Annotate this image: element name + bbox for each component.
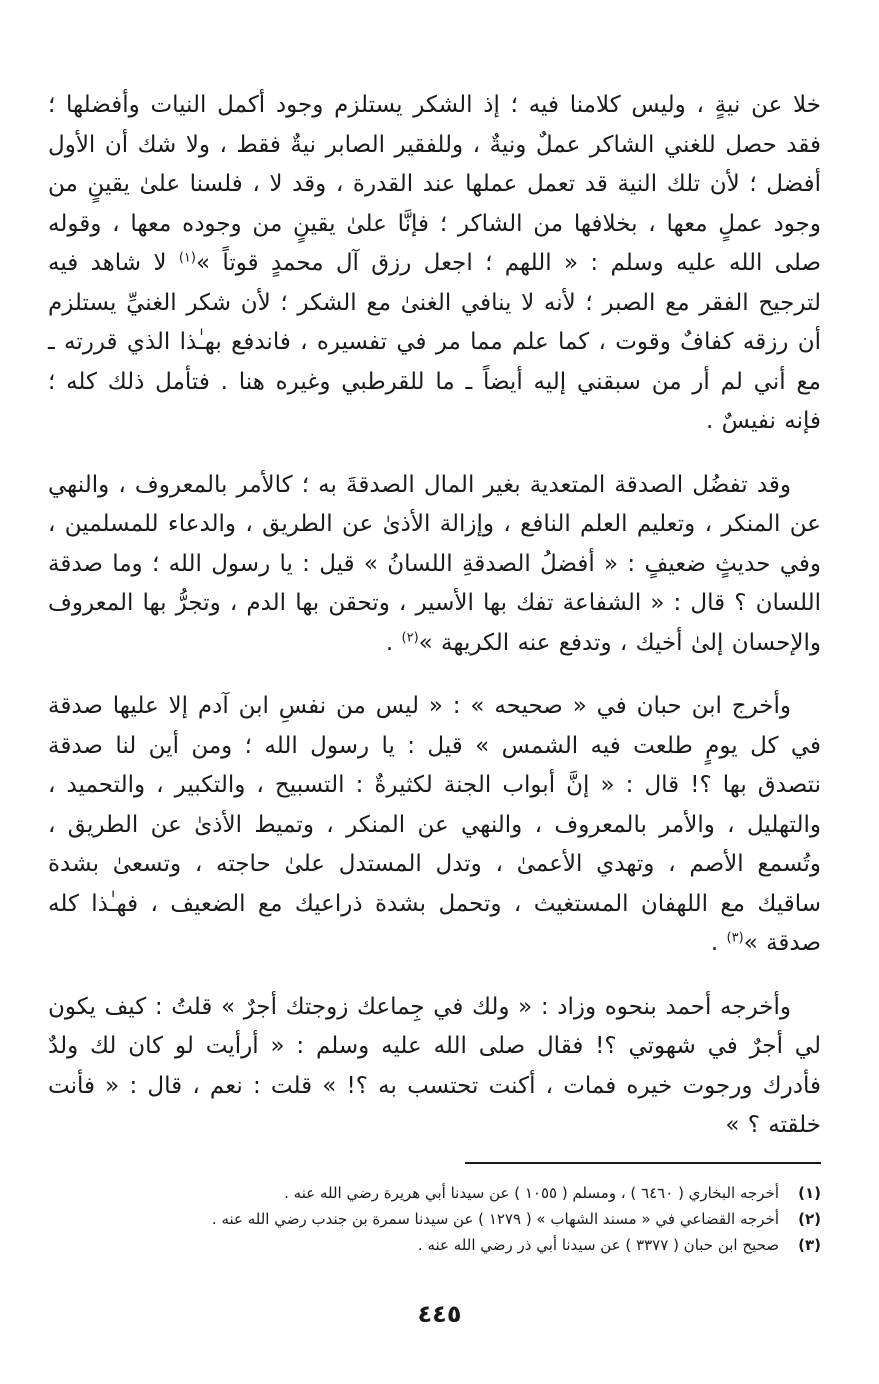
- footnote-2: [48, 1206, 821, 1232]
- footnote-number: (١): [798, 1184, 821, 1202]
- paragraph-text-continued: .: [710, 930, 727, 956]
- paragraph-4: [48, 988, 821, 1146]
- footnote-1: [48, 1180, 821, 1206]
- footnote-marker-3[interactable]: (٣): [726, 930, 744, 946]
- footnote-divider: [465, 1162, 821, 1164]
- footnotes: [48, 1180, 821, 1258]
- footnote-marker-2[interactable]: (٢): [401, 629, 419, 645]
- page-number: ٤٤٥: [417, 1300, 462, 1328]
- paragraph-text: خلا عن نيةٍ ، وليس كلامنا فيه ؛ إذ الشكر يستلزم وجود أكمل النيات وأفضلها ؛ فقد حصل للغني الشاكر عملٌ ونيةٌ ، وللفقير الصابر نيةٌ فقط ، ولا شك أن الأول أفضل ؛ لأن تلك النية قد تعمل عملها عند القدرة ، وقد لا ، فلسنا علىٰ يقينٍ من وجود عملٍ معها ، بخلافها من الشاكر ؛ فإنَّا علىٰ يقينٍ من وجوده معها ، وقوله صلى الله عليه وسلم : « اللهم ؛ اجعل رزق آل محمدٍ قوتاً »: [48, 92, 821, 276]
- footnote-text: أخرجه القضاعي في « مسند الشهاب » ( ١٢٧٩ ) عن سيدنا سمرة بن جندب رضي الله عنه .: [211, 1210, 779, 1228]
- paragraph-text-continued: .: [385, 629, 402, 656]
- paragraph-1: [48, 86, 821, 442]
- paragraph-text-continued: لا شاهد فيه لترجيح الفقر مع الصبر ؛ لأنه لا ينافي الغنىٰ مع الشكر ؛ لأن شكر الغنيِّ يستلزم أن رزقه كفافٌ وقوت ، كما علم مما مر في تفسيره ، فاندفع بهـٰذا الذي قررته ـ مع أني لم أر من سبقني إليه أيضاً ـ ما للقرطبي وغيره هنا . فتأمل ذلك كله ؛ فإنه نفيسٌ .: [48, 250, 821, 434]
- page-body: [48, 86, 821, 1170]
- paragraph-text: وأخرج ابن حبان في « صحيحه » : « ليس من نفسِ ابن آدم إلا عليها صدقة في كل يومٍ طلعت فيه الشمس » قيل : يا رسول الله ؛ ومن أين لنا صدقة نتصدق بها ؟! قال : « إنَّ أبواب الجنة لكثيرةٌ : التسبيح ، والتكبير ، والتحميد ، والتهليل ، والأمر بالمعروف ، والنهي عن المنكر ، وتميط الأذىٰ عن الطريق ، وتُسمع الأصم ، وتهدي الأعمىٰ ، وتدل المستدل علىٰ حاجته ، وتسعىٰ بشدة ساقيك مع اللهفان المستغيث ، وتحمل بشدة ذراعيك مع الضعيف ، فهـٰذا كله صدقة »: [48, 693, 821, 956]
- paragraph-2: [48, 466, 821, 664]
- paragraph-3: [48, 687, 821, 964]
- paragraph-text: وأخرجه أحمد بنحوه وزاد : « ولك في جِماعك زوجتك أجرٌ » قلتُ : كيف يكون لي أجرٌ في شهوتي ؟! فقال صلى الله عليه وسلم : « أرأيت لو كان لك ولدٌ فأدرك ورجوت خيره فمات ، أكنت تحتسب به ؟! » قلت : نعم ، قال : « فأنت خلقته ؟ »: [48, 993, 821, 1138]
- footnote-number: (٣): [798, 1236, 821, 1254]
- footnote-3: [48, 1232, 821, 1258]
- footnote-text: أخرجه البخاري ( ٦٤٦٠ ) ، ومسلم ( ١٠٥٥ ) عن سيدنا أبي هريرة رضي الله عنه .: [284, 1184, 779, 1202]
- footnote-text: صحيح ابن حبان ( ٣٣٧٧ ) عن سيدنا أبي ذر رضي الله عنه .: [417, 1236, 779, 1254]
- footnote-number: (٢): [798, 1210, 821, 1228]
- paragraph-text: وقد تفضُل الصدقة المتعدية بغير المال الصدقةَ به ؛ كالأمر بالمعروف ، والنهي عن المنكر ، وتعليم العلم النافع ، وإزالة الأذىٰ عن الطريق ، والدعاء للمسلمين ، وفي حديثٍ ضعيفٍ : « أفضلُ الصدقةِ اللسانُ » قيل : يا رسول الله ؛ وما صدقة اللسان ؟ قال : « الشفاعة تفك بها الأسير ، وتحقن بها الدم ، وتجرُّ بها المعروف والإحسان إلىٰ أخيك ، وتدفع عنه الكريهة »: [48, 471, 821, 656]
- footnote-marker-1[interactable]: (١): [178, 250, 196, 266]
